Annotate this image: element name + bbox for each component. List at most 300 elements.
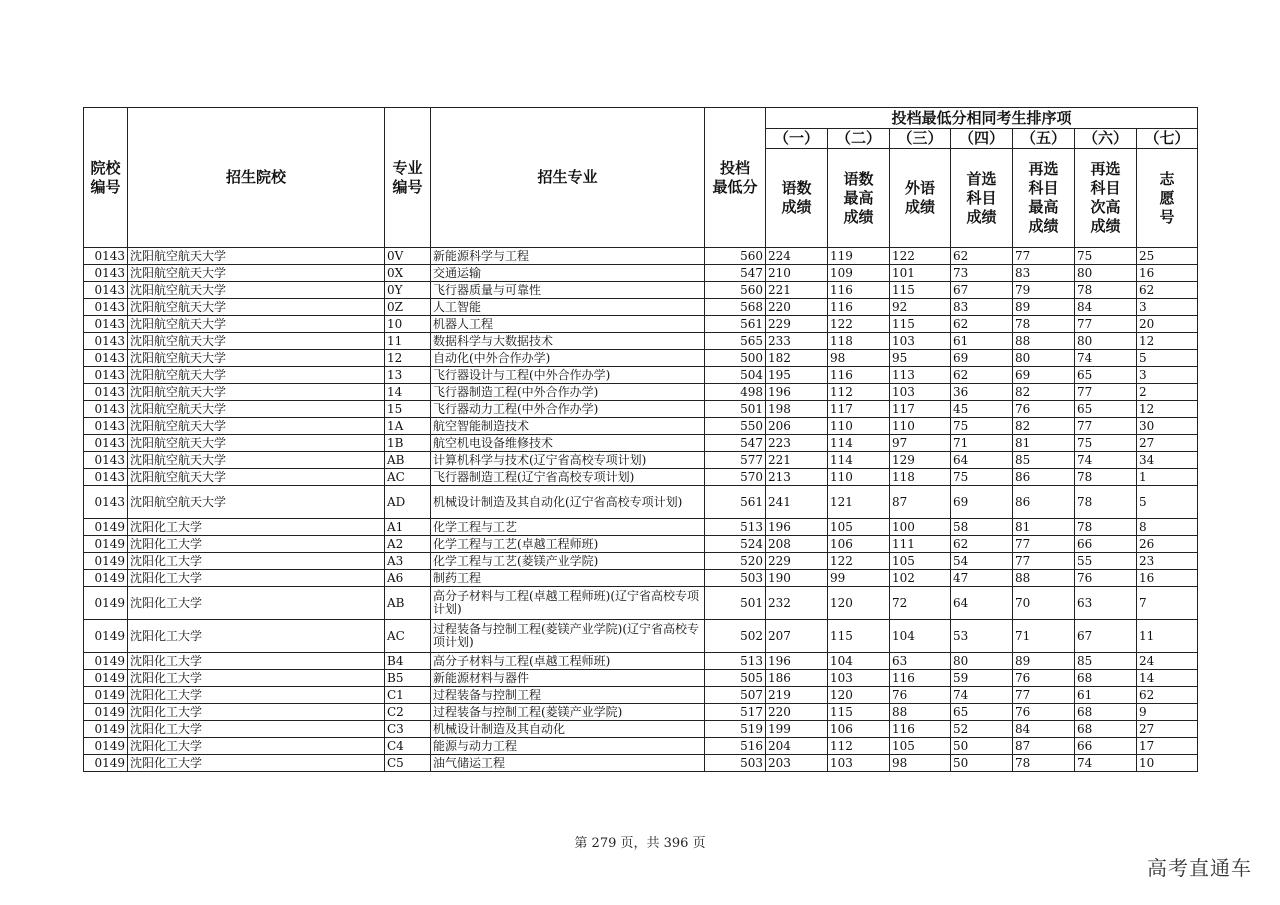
major-code-cell: B5 <box>385 670 431 687</box>
foreign-lang-score-cell: 115 <box>890 282 951 299</box>
school-code-cell: 0143 <box>84 265 128 282</box>
table-row <box>84 721 1198 738</box>
school-code-cell: 0143 <box>84 384 128 401</box>
major-name-cell: 高分子材料与工程(卓越工程师班)(辽宁省高校专项计划) <box>431 587 705 620</box>
first-subject-score-cell: 50 <box>951 738 1013 755</box>
elective-second-score-cell: 77 <box>1075 316 1137 333</box>
header-tie-group: 投档最低分相同考生排序项 <box>766 108 1198 129</box>
school-code-cell: 0149 <box>84 704 128 721</box>
min-score-cell: 547 <box>705 265 766 282</box>
school-code-cell: 0149 <box>84 553 128 570</box>
major-name-cell: 过程装备与控制工程(菱镁产业学院)(辽宁省高校专项计划) <box>431 620 705 653</box>
min-score-cell: 570 <box>705 469 766 486</box>
table-row <box>84 282 1198 299</box>
first-subject-score-cell: 62 <box>951 316 1013 333</box>
elective-max-score-cell: 86 <box>1013 486 1075 519</box>
school-name-cell: 沈阳化工大学 <box>128 620 385 653</box>
choice-number-cell: 62 <box>1137 687 1198 704</box>
min-score-cell: 517 <box>705 704 766 721</box>
foreign-lang-score-cell: 98 <box>890 755 951 772</box>
min-score-cell: 501 <box>705 587 766 620</box>
elective-max-score-cell: 78 <box>1013 316 1075 333</box>
chinese-math-max-cell: 112 <box>828 738 890 755</box>
school-name-cell: 沈阳化工大学 <box>128 687 385 704</box>
chinese-math-score-cell: 241 <box>766 486 828 519</box>
school-code-cell: 0143 <box>84 248 128 265</box>
table-row <box>84 653 1198 670</box>
min-score-cell: 524 <box>705 536 766 553</box>
major-code-cell: A1 <box>385 519 431 536</box>
major-code-cell: A3 <box>385 553 431 570</box>
major-code-cell: AC <box>385 620 431 653</box>
major-code-cell: AD <box>385 486 431 519</box>
major-code-cell: AB <box>385 452 431 469</box>
header-school-name: 招生院校 <box>128 108 385 248</box>
first-subject-score-cell: 47 <box>951 570 1013 587</box>
first-subject-score-cell: 45 <box>951 401 1013 418</box>
first-subject-score-cell: 50 <box>951 755 1013 772</box>
school-code-cell: 0143 <box>84 486 128 519</box>
foreign-lang-score-cell: 129 <box>890 452 951 469</box>
school-code-cell: 0143 <box>84 316 128 333</box>
school-name-cell: 沈阳航空航天大学 <box>128 333 385 350</box>
major-name-cell: 飞行器动力工程(中外合作办学) <box>431 401 705 418</box>
header-rank-label-text: 再选 科目 次高 成绩 <box>1090 160 1121 235</box>
header-rank-item-3: （三） <box>890 129 951 149</box>
foreign-lang-score-cell: 88 <box>890 704 951 721</box>
first-subject-score-cell: 64 <box>951 587 1013 620</box>
choice-number-cell: 23 <box>1137 553 1198 570</box>
foreign-lang-score-cell: 104 <box>890 620 951 653</box>
min-score-cell: 547 <box>705 435 766 452</box>
major-name-cell: 过程装备与控制工程 <box>431 687 705 704</box>
elective-max-score-cell: 82 <box>1013 418 1075 435</box>
chinese-math-max-cell: 116 <box>828 282 890 299</box>
header-rank-label-text: 首选 科目 成绩 <box>966 169 997 226</box>
school-code-cell: 0143 <box>84 350 128 367</box>
chinese-math-score-cell: 229 <box>766 553 828 570</box>
first-subject-score-cell: 59 <box>951 670 1013 687</box>
chinese-math-max-cell: 118 <box>828 333 890 350</box>
major-code-cell: 10 <box>385 316 431 333</box>
table-row <box>84 384 1198 401</box>
elective-second-score-cell: 77 <box>1075 384 1137 401</box>
major-name-cell: 化学工程与工艺(卓越工程师班) <box>431 536 705 553</box>
major-code-cell: A2 <box>385 536 431 553</box>
chinese-math-max-cell: 114 <box>828 452 890 469</box>
choice-number-cell: 3 <box>1137 367 1198 384</box>
chinese-math-score-cell: 206 <box>766 418 828 435</box>
major-name-cell: 化学工程与工艺 <box>431 519 705 536</box>
elective-max-score-cell: 77 <box>1013 248 1075 265</box>
chinese-math-max-cell: 119 <box>828 248 890 265</box>
major-name-cell: 计算机科学与技术(辽宁省高校专项计划) <box>431 452 705 469</box>
school-code-cell: 0149 <box>84 738 128 755</box>
elective-max-score-cell: 80 <box>1013 350 1075 367</box>
chinese-math-score-cell: 229 <box>766 316 828 333</box>
foreign-lang-score-cell: 111 <box>890 536 951 553</box>
major-name-cell: 飞行器制造工程(中外合作办学) <box>431 384 705 401</box>
school-name-cell: 沈阳航空航天大学 <box>128 248 385 265</box>
elective-max-score-cell: 77 <box>1013 687 1075 704</box>
school-code-cell: 0143 <box>84 435 128 452</box>
choice-number-cell: 8 <box>1137 519 1198 536</box>
elective-second-score-cell: 63 <box>1075 587 1137 620</box>
first-subject-score-cell: 69 <box>951 486 1013 519</box>
school-name-cell: 沈阳航空航天大学 <box>128 316 385 333</box>
min-score-cell: 561 <box>705 316 766 333</box>
chinese-math-max-cell: 116 <box>828 367 890 384</box>
first-subject-score-cell: 67 <box>951 282 1013 299</box>
choice-number-cell: 2 <box>1137 384 1198 401</box>
min-score-cell: 498 <box>705 384 766 401</box>
chinese-math-score-cell: 198 <box>766 401 828 418</box>
major-code-cell: 12 <box>385 350 431 367</box>
first-subject-score-cell: 53 <box>951 620 1013 653</box>
foreign-lang-score-cell: 72 <box>890 587 951 620</box>
first-subject-score-cell: 74 <box>951 687 1013 704</box>
elective-max-score-cell: 71 <box>1013 620 1075 653</box>
chinese-math-score-cell: 196 <box>766 519 828 536</box>
school-code-cell: 0143 <box>84 418 128 435</box>
elective-second-score-cell: 74 <box>1075 350 1137 367</box>
elective-max-score-cell: 82 <box>1013 384 1075 401</box>
chinese-math-score-cell: 219 <box>766 687 828 704</box>
choice-number-cell: 16 <box>1137 570 1198 587</box>
major-code-cell: AC <box>385 469 431 486</box>
table-row <box>84 469 1198 486</box>
table-row <box>84 755 1198 772</box>
elective-max-score-cell: 70 <box>1013 587 1075 620</box>
table-row <box>84 687 1198 704</box>
foreign-lang-score-cell: 117 <box>890 401 951 418</box>
foreign-lang-score-cell: 63 <box>890 653 951 670</box>
major-name-cell: 航空机电设备维修技术 <box>431 435 705 452</box>
table-row <box>84 704 1198 721</box>
choice-number-cell: 20 <box>1137 316 1198 333</box>
choice-number-cell: 3 <box>1137 299 1198 316</box>
school-name-cell: 沈阳化工大学 <box>128 721 385 738</box>
school-code-cell: 0143 <box>84 282 128 299</box>
table-row <box>84 418 1198 435</box>
elective-max-score-cell: 81 <box>1013 519 1075 536</box>
chinese-math-score-cell: 232 <box>766 587 828 620</box>
first-subject-score-cell: 75 <box>951 469 1013 486</box>
first-subject-score-cell: 52 <box>951 721 1013 738</box>
major-name-cell: 过程装备与控制工程(菱镁产业学院) <box>431 704 705 721</box>
min-score-cell: 500 <box>705 350 766 367</box>
foreign-lang-score-cell: 103 <box>890 333 951 350</box>
school-name-cell: 沈阳航空航天大学 <box>128 265 385 282</box>
choice-number-cell: 12 <box>1137 401 1198 418</box>
elective-second-score-cell: 66 <box>1075 536 1137 553</box>
school-name-cell: 沈阳航空航天大学 <box>128 418 385 435</box>
school-code-cell: 0149 <box>84 620 128 653</box>
elective-max-score-cell: 89 <box>1013 299 1075 316</box>
elective-max-score-cell: 76 <box>1013 704 1075 721</box>
elective-max-score-cell: 78 <box>1013 755 1075 772</box>
major-code-cell: C2 <box>385 704 431 721</box>
elective-max-score-cell: 69 <box>1013 367 1075 384</box>
elective-second-score-cell: 68 <box>1075 704 1137 721</box>
header-rank-label-text: 外语 成绩 <box>904 179 935 216</box>
table-row <box>84 299 1198 316</box>
elective-second-score-cell: 66 <box>1075 738 1137 755</box>
elective-second-score-cell: 67 <box>1075 620 1137 653</box>
elective-max-score-cell: 77 <box>1013 553 1075 570</box>
header-rank-label-3 <box>890 149 951 248</box>
choice-number-cell: 5 <box>1137 486 1198 519</box>
chinese-math-max-cell: 110 <box>828 418 890 435</box>
chinese-math-score-cell: 210 <box>766 265 828 282</box>
foreign-lang-score-cell: 97 <box>890 435 951 452</box>
choice-number-cell: 27 <box>1137 435 1198 452</box>
chinese-math-max-cell: 109 <box>828 265 890 282</box>
choice-number-cell: 1 <box>1137 469 1198 486</box>
elective-max-score-cell: 88 <box>1013 570 1075 587</box>
school-code-cell: 0149 <box>84 670 128 687</box>
school-code-cell: 0149 <box>84 519 128 536</box>
major-name-cell: 自动化(中外合作办学) <box>431 350 705 367</box>
min-score-cell: 568 <box>705 299 766 316</box>
school-code-cell: 0149 <box>84 687 128 704</box>
foreign-lang-score-cell: 115 <box>890 316 951 333</box>
chinese-math-max-cell: 106 <box>828 721 890 738</box>
school-name-cell: 沈阳化工大学 <box>128 738 385 755</box>
foreign-lang-score-cell: 118 <box>890 469 951 486</box>
major-code-cell: A6 <box>385 570 431 587</box>
min-score-cell: 520 <box>705 553 766 570</box>
min-score-cell: 561 <box>705 486 766 519</box>
min-score-cell: 505 <box>705 670 766 687</box>
chinese-math-score-cell: 196 <box>766 384 828 401</box>
chinese-math-score-cell: 213 <box>766 469 828 486</box>
min-score-cell: 516 <box>705 738 766 755</box>
school-name-cell: 沈阳化工大学 <box>128 670 385 687</box>
chinese-math-score-cell: 208 <box>766 536 828 553</box>
chinese-math-max-cell: 104 <box>828 653 890 670</box>
watermark: 高考直通车 <box>1147 856 1252 880</box>
school-code-cell: 0143 <box>84 469 128 486</box>
elective-second-score-cell: 80 <box>1075 265 1137 282</box>
foreign-lang-score-cell: 101 <box>890 265 951 282</box>
elective-max-score-cell: 84 <box>1013 721 1075 738</box>
chinese-math-score-cell: 224 <box>766 248 828 265</box>
first-subject-score-cell: 62 <box>951 536 1013 553</box>
first-subject-score-cell: 83 <box>951 299 1013 316</box>
min-score-cell: 560 <box>705 248 766 265</box>
table-row <box>84 367 1198 384</box>
major-code-cell: C5 <box>385 755 431 772</box>
major-name-cell: 机械设计制造及其自动化(辽宁省高校专项计划) <box>431 486 705 519</box>
chinese-math-score-cell: 223 <box>766 435 828 452</box>
school-code-cell: 0149 <box>84 587 128 620</box>
min-score-cell: 513 <box>705 519 766 536</box>
choice-number-cell: 11 <box>1137 620 1198 653</box>
min-score-cell: 519 <box>705 721 766 738</box>
table-row <box>84 452 1198 469</box>
header-rank-label-text: 再选 科目 最高 成绩 <box>1028 160 1059 235</box>
school-name-cell: 沈阳航空航天大学 <box>128 469 385 486</box>
major-name-cell: 机械设计制造及其自动化 <box>431 721 705 738</box>
school-code-cell: 0143 <box>84 333 128 350</box>
major-code-cell: C3 <box>385 721 431 738</box>
choice-number-cell: 9 <box>1137 704 1198 721</box>
chinese-math-max-cell: 103 <box>828 755 890 772</box>
chinese-math-max-cell: 117 <box>828 401 890 418</box>
chinese-math-score-cell: 203 <box>766 755 828 772</box>
table-row <box>84 553 1198 570</box>
choice-number-cell: 27 <box>1137 721 1198 738</box>
foreign-lang-score-cell: 87 <box>890 486 951 519</box>
chinese-math-max-cell: 122 <box>828 553 890 570</box>
elective-second-score-cell: 78 <box>1075 519 1137 536</box>
major-code-cell: 0V <box>385 248 431 265</box>
foreign-lang-score-cell: 102 <box>890 570 951 587</box>
elective-max-score-cell: 81 <box>1013 435 1075 452</box>
first-subject-score-cell: 61 <box>951 333 1013 350</box>
chinese-math-max-cell: 121 <box>828 486 890 519</box>
elective-second-score-cell: 78 <box>1075 486 1137 519</box>
first-subject-score-cell: 75 <box>951 418 1013 435</box>
foreign-lang-score-cell: 116 <box>890 721 951 738</box>
header-rank-label-7 <box>1137 149 1198 248</box>
school-code-cell: 0143 <box>84 452 128 469</box>
chinese-math-max-cell: 122 <box>828 316 890 333</box>
school-name-cell: 沈阳航空航天大学 <box>128 401 385 418</box>
header-rank-label-6 <box>1075 149 1137 248</box>
table-row <box>84 435 1198 452</box>
major-code-cell: B4 <box>385 653 431 670</box>
elective-second-score-cell: 85 <box>1075 653 1137 670</box>
header-rank-label-4 <box>951 149 1013 248</box>
major-name-cell: 飞行器制造工程(辽宁省高校专项计划) <box>431 469 705 486</box>
foreign-lang-score-cell: 113 <box>890 367 951 384</box>
chinese-math-score-cell: 233 <box>766 333 828 350</box>
elective-second-score-cell: 74 <box>1075 755 1137 772</box>
min-score-cell: 504 <box>705 367 766 384</box>
header-rank-label-2 <box>828 149 890 248</box>
table-row <box>84 248 1198 265</box>
major-code-cell: 0X <box>385 265 431 282</box>
major-code-cell: AB <box>385 587 431 620</box>
first-subject-score-cell: 71 <box>951 435 1013 452</box>
major-code-cell: 1B <box>385 435 431 452</box>
table-row <box>84 587 1198 620</box>
first-subject-score-cell: 58 <box>951 519 1013 536</box>
school-name-cell: 沈阳航空航天大学 <box>128 452 385 469</box>
min-score-cell: 507 <box>705 687 766 704</box>
chinese-math-score-cell: 207 <box>766 620 828 653</box>
table-row <box>84 350 1198 367</box>
foreign-lang-score-cell: 110 <box>890 418 951 435</box>
chinese-math-score-cell: 190 <box>766 570 828 587</box>
school-code-cell: 0143 <box>84 367 128 384</box>
chinese-math-score-cell: 221 <box>766 282 828 299</box>
choice-number-cell: 7 <box>1137 587 1198 620</box>
header-rank-label-text: 志 愿 号 <box>1159 169 1175 226</box>
chinese-math-max-cell: 110 <box>828 469 890 486</box>
school-name-cell: 沈阳航空航天大学 <box>128 435 385 452</box>
header-min-score-label: 投档 最低分 <box>712 158 758 196</box>
chinese-math-score-cell: 220 <box>766 704 828 721</box>
elective-second-score-cell: 80 <box>1075 333 1137 350</box>
header-rank-item-4: （四） <box>951 129 1013 149</box>
foreign-lang-score-cell: 103 <box>890 384 951 401</box>
elective-second-score-cell: 75 <box>1075 435 1137 452</box>
first-subject-score-cell: 65 <box>951 704 1013 721</box>
school-code-cell: 0149 <box>84 536 128 553</box>
header-major-code-label: 专业 编号 <box>392 158 423 196</box>
elective-max-score-cell: 76 <box>1013 401 1075 418</box>
chinese-math-score-cell: 196 <box>766 653 828 670</box>
foreign-lang-score-cell: 100 <box>890 519 951 536</box>
header-rank-item-1: （一） <box>766 129 828 149</box>
elective-second-score-cell: 76 <box>1075 570 1137 587</box>
major-code-cell: C1 <box>385 687 431 704</box>
foreign-lang-score-cell: 76 <box>890 687 951 704</box>
min-score-cell: 503 <box>705 755 766 772</box>
chinese-math-max-cell: 120 <box>828 587 890 620</box>
foreign-lang-score-cell: 105 <box>890 738 951 755</box>
choice-number-cell: 5 <box>1137 350 1198 367</box>
first-subject-score-cell: 73 <box>951 265 1013 282</box>
min-score-cell: 565 <box>705 333 766 350</box>
major-code-cell: C4 <box>385 738 431 755</box>
min-score-cell: 560 <box>705 282 766 299</box>
school-name-cell: 沈阳化工大学 <box>128 755 385 772</box>
elective-max-score-cell: 88 <box>1013 333 1075 350</box>
major-name-cell: 航空智能制造技术 <box>431 418 705 435</box>
major-code-cell: 1A <box>385 418 431 435</box>
school-name-cell: 沈阳化工大学 <box>128 536 385 553</box>
table-row <box>84 265 1198 282</box>
school-name-cell: 沈阳航空航天大学 <box>128 299 385 316</box>
choice-number-cell: 12 <box>1137 333 1198 350</box>
chinese-math-max-cell: 114 <box>828 435 890 452</box>
choice-number-cell: 10 <box>1137 755 1198 772</box>
first-subject-score-cell: 64 <box>951 452 1013 469</box>
header-rank-label-text: 语数 最高 成绩 <box>843 169 874 226</box>
foreign-lang-score-cell: 105 <box>890 553 951 570</box>
foreign-lang-score-cell: 122 <box>890 248 951 265</box>
school-code-cell: 0149 <box>84 721 128 738</box>
choice-number-cell: 24 <box>1137 653 1198 670</box>
choice-number-cell: 26 <box>1137 536 1198 553</box>
min-score-cell: 502 <box>705 620 766 653</box>
major-name-cell: 交通运输 <box>431 265 705 282</box>
elective-second-score-cell: 84 <box>1075 299 1137 316</box>
elective-max-score-cell: 87 <box>1013 738 1075 755</box>
header-rank-item-7: （七） <box>1137 129 1198 149</box>
chinese-math-max-cell: 115 <box>828 704 890 721</box>
choice-number-cell: 17 <box>1137 738 1198 755</box>
first-subject-score-cell: 62 <box>951 367 1013 384</box>
min-score-cell: 550 <box>705 418 766 435</box>
header-rank-label-text: 语数 成绩 <box>781 179 812 216</box>
choice-number-cell: 25 <box>1137 248 1198 265</box>
major-name-cell: 高分子材料与工程(卓越工程师班) <box>431 653 705 670</box>
table-row <box>84 486 1198 519</box>
major-code-cell: 15 <box>385 401 431 418</box>
min-score-cell: 577 <box>705 452 766 469</box>
min-score-cell: 501 <box>705 401 766 418</box>
school-code-cell: 0149 <box>84 570 128 587</box>
elective-max-score-cell: 77 <box>1013 536 1075 553</box>
chinese-math-max-cell: 115 <box>828 620 890 653</box>
elective-max-score-cell: 79 <box>1013 282 1075 299</box>
elective-max-score-cell: 89 <box>1013 653 1075 670</box>
